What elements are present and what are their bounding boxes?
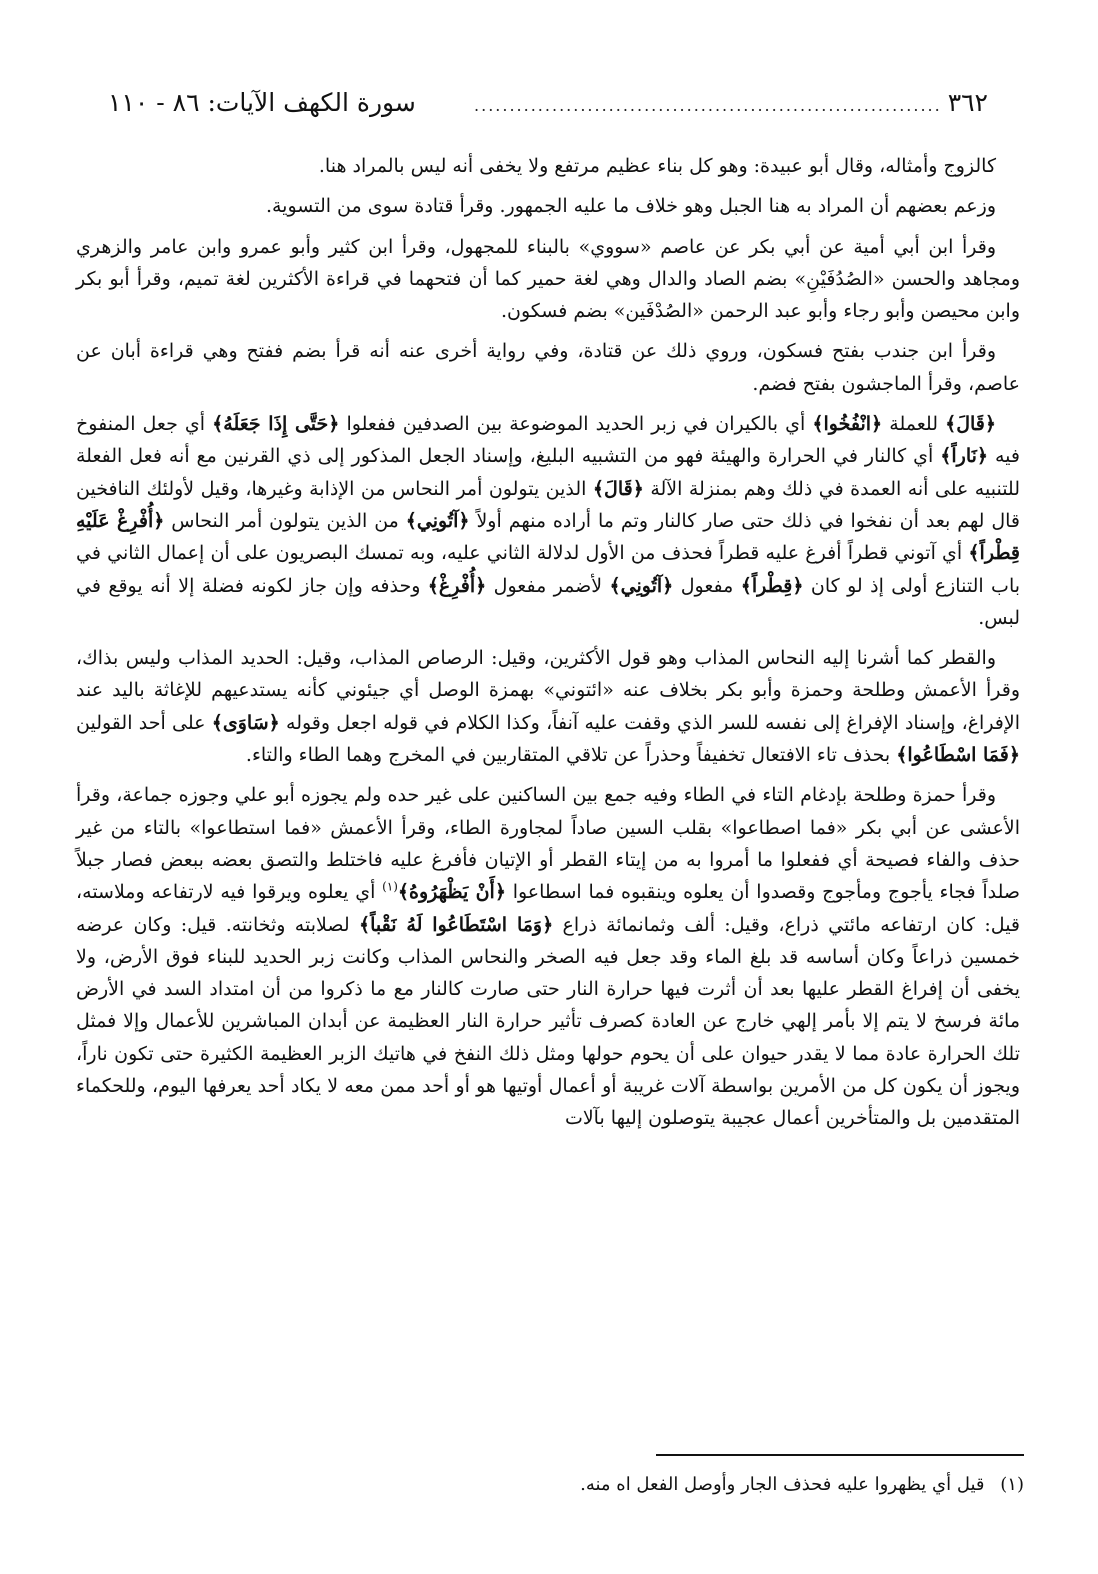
paragraph-7 xyxy=(76,779,1020,1134)
quran-quote: ﴿قِطْراً﴾ xyxy=(740,574,804,597)
footnote-text: قيل أي يظهروا عليه فحذف الجار وأوصل الفعل اه منه. xyxy=(580,1474,985,1495)
commentary-text: وحذفه وإن جاز لكونه فضلة إلا أنه يوقع في لبس. xyxy=(76,574,1020,629)
paragraph-4: وقرأ ابن جندب بفتح فسكون، وروي ذلك عن قتادة، وفي رواية أخرى عنه أنه قرأ بضم ففتح وهي قراءة أبان عن عاصم، وقرأ الماجشون بفتح فضم. xyxy=(76,340,1020,395)
header-dot-leader: .................................................................. xyxy=(474,96,942,115)
quran-quote: ﴿أَنْ يَظْهَرُوهُ﴾ xyxy=(397,881,506,904)
paragraph-5 xyxy=(76,408,1020,634)
commentary-text: لصلابته وثخانته. قيل: وكان عرضه خمسين ذراعاً وكان أساسه قد بلغ الماء وقد جعل فيه الصخر والنحاس المذاب وكانت زبر الحديد للبناء فوق الأرض، ولا يخفى أن إفراغ القطر عليها بعد أن أثرت فيها حرارة النار حتى صارت كالنار مع ما ذكروا من أن امتداد السد في الأرض مائة فرسخ لا يتم إلا بأمر إلهي خارج عن العادة كصرف تأثير حرارة النار العظيمة عن أبدان المباشرين للأعمال وإلا فمثل تلك الحرارة عادة مما لا يقدر حيوان على أن يحوم حولها ومثل ذلك النفخ في هاتيك الزبر العظيمة الكثيرة حتى تكون ناراً، ويجوز أن يكون كل من الأمرين بواسطة آلات غريبة أو أعمال أوتيها هو أو أحد ممن معه لا يكاد أحد يعرفها اليوم، وللحكماء المتقدمين بل والمتأخرين أعمال عجيبة يتوصلون إليها بآلات xyxy=(76,913,1020,1130)
paragraph-2: وزعم بعضهم أن المراد به هنا الجبل وهو خلاف ما عليه الجمهور. وقرأ قتادة سوى من التسوية. xyxy=(265,195,996,218)
commentary-text: بحذف تاء الافتعال تخفيفاً وحذراً عن تلاقي المتقاربين في المخرج وهما الطاء والتاء. xyxy=(245,744,897,767)
commentary-text: من الذين يتولون أمر النحاس xyxy=(164,509,406,532)
page-number: ٣٦٢ xyxy=(947,88,988,117)
quran-quote: ﴿آتُونِي﴾ xyxy=(405,509,470,532)
quran-quote: ﴿حَتَّى إِذَا جَعَلَهُ﴾ xyxy=(212,413,340,436)
quran-quote: ﴿أُفْرِغْ عَلَيْهِ قِطْراً﴾ xyxy=(76,509,1020,565)
commentary-text: لأضمر مفعول xyxy=(486,574,610,597)
quran-quote: ﴿قَالَ﴾ xyxy=(945,413,997,436)
quran-quote: ﴿سَاوَى﴾ xyxy=(211,711,280,734)
commentary-text: والقطر كما أشرنا إليه النحاس المذاب وهو قول الأكثرين، وقيل: الرصاص المذاب، وقيل: الحديد المذاب وليس بذاك، وقرأ الأعمش وطلحة وحمزة وأبو بكر بخلاف عنه «ائتوني» بهمزة الوصل أي جيئوني كأنه يستدعيهم للإغاثة باليد عند الإفراغ، وإسناد الإفراغ إلى نفسه للسر الذي وقفت عليه آنفاً، وكذا الكلام في قوله اجعل وقوله xyxy=(76,647,1021,734)
main-text xyxy=(76,150,1020,1143)
running-header xyxy=(108,86,988,123)
quran-quote: ﴿انْفُخُوا﴾ xyxy=(812,413,883,436)
commentary-text: على أحد القولين xyxy=(76,711,212,734)
paragraph-6 xyxy=(76,642,1020,771)
commentary-text: الذين يتولون أمر النحاس من الإذابة وغيرها، وقيل لأولئك النافخين قال لهم بعد أن نفخوا في ذلك حتى صار كالنار وتم ما أراده منهم أولاً xyxy=(76,477,1020,532)
quran-quote: ﴿فَمَا اسْطَاعُوا﴾ xyxy=(896,744,1020,767)
commentary-text: وقرأ حمزة وطلحة بإدغام التاء في الطاء وفيه جمع بين الساكنين على غير حده ولم يجوزه أبو علي وجوزه جماعة، وقرأ الأعشى عن أبي بكر «فما اصطاعوا» بقلب السين صاداً لمجاورة الطاء، وقرأ الأعمش «فما استطاعوا» بالتاء من غير حذف والفاء فصيحة أي ففعلوا ما أمروا به من إيتاء القطر أو الإتيان فأفرغ عليه فاختلط والتصق بعضه ببعض فصار جبلاً صلداً فجاء يأجوج ومأجوج وقصدوا أن يعلوه وينقبوه فما اسطاعوا xyxy=(76,784,1020,904)
quran-quote: ﴿أُفْرِغْ﴾ xyxy=(427,574,487,597)
paragraph-3: وقرأ ابن أبي أمية عن أبي بكر عن عاصم «سووي» بالبناء للمجهول، وقرأ ابن كثير وأبو عمرو وابن عامر والزهري ومجاهد والحسن «الصُدُفَيْنِ» بضم الصاد والدال وهي لغة حمير كما أن فتحهما في قراءة الأكثرين لغة تميم، وقرأ أبو بكر وابن محيصن وأبو رجاء وأبو عبد الرحمن «الصُدْفَين» بضم فسكون. xyxy=(76,235,1020,323)
commentary-text: أي كالنار في الحرارة والهيئة فهو من التشبيه البليغ، وإسناد الجعل المذكور إلى ذي القرنين مع أنه فعل الفعلة للتنبيه على أنه العمدة في ذلك وهم بمنزلة الآلة xyxy=(76,445,1021,500)
commentary-text: أي جعل المنفوخ فيه xyxy=(76,413,1020,468)
quran-quote: ﴿وَمَا اسْتَطَاعُوا لَهُ نَقْباً﴾ xyxy=(358,913,554,936)
commentary-text: للعملة xyxy=(882,413,946,436)
header-title: سورة الكهف الآيات: ٨٦ - ١١٠ xyxy=(108,88,416,117)
quran-quote: ﴿آتُونِي﴾ xyxy=(609,574,674,597)
footnote-reference[interactable]: (١) xyxy=(382,879,398,894)
commentary-text: مفعول xyxy=(673,574,741,597)
commentary-text: أي يعلوه ويرقوا فيه لارتفاعه وملاسته، قيل: كان ارتفاعه مائتي ذراع، وقيل: ألف وثمانمائة ذراع xyxy=(76,881,1021,936)
commentary-text: أي آتوني قطراً أفرغ عليه قطراً فحذف من الأول لدلالة الثاني عليه، وبه تمسك البصريون على أن إعمال الثاني في باب التنازع أولى إذ لو كان xyxy=(76,542,1021,597)
footnote-divider xyxy=(656,1454,1024,1456)
quran-quote: ﴿نَاراً﴾ xyxy=(940,445,989,468)
footnote-number: (١) xyxy=(1000,1474,1024,1495)
paragraph-1: كالزوج وأمثاله، وقال أبو عبيدة: وهو كل بناء عظيم مرتفع ولا يخفى أنه ليس بالمراد هنا. xyxy=(318,155,996,177)
footnote xyxy=(300,1470,1024,1500)
commentary-text: أي بالكيران في زبر الحديد الموضوعة بين الصدفين ففعلوا xyxy=(339,413,813,436)
quran-quote: ﴿قَالَ﴾ xyxy=(592,477,644,500)
